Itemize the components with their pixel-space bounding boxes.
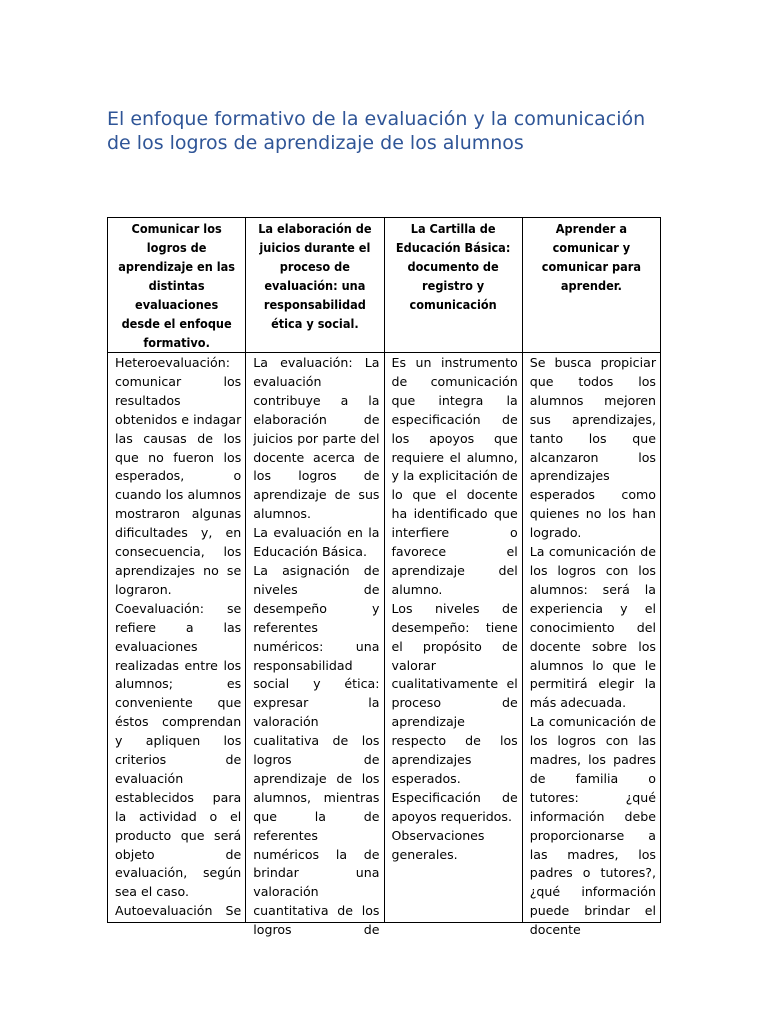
cell-paragraph: Se busca propiciar que todos los alumnos mejoren sus aprendizajes, tanto los que alcanzaron los aprendizajes esperados como quienes no los han logrado. <box>529 355 656 541</box>
cell-paragraph: Coevaluación: se refiere a las evaluaciones realizadas entre los alumnos; es conveniente que éstos comprendan y apliquen los criterios de evaluación establecidos para la actividad o el producto que será objeto de evaluación, según sea el caso. <box>115 600 242 900</box>
table-cell <box>246 353 384 938</box>
cell-paragraph: Los niveles de desempeño: tiene el propósito de valorar cualitativamente el proceso de aprendizaje respecto de los aprendizajes esperados. <box>391 600 518 786</box>
cell-paragraph: Observaciones generales. <box>391 827 485 862</box>
cell-paragraph: La asignación de niveles de desempeño y referentes numéricos: una responsabilidad social y ética: expresar la valoración cualitativa de los logros de aprendizaje de los alumnos, mientras que la de referentes numéricos la de brindar una valoración cuantitativa de los logros de <box>253 562 380 938</box>
cell-paragraph: Heteroevaluación: comunicar los resultados obtenidos e indagar las causas de los que no fueron los esperados, o cuando los alumnos mostraron algunas dificultades y, en consecuencia, los aprendizajes no se lograron. <box>115 355 242 597</box>
table-header-cell: La elaboración de juicios durante el proceso de evaluación: una responsabilidad ética y social. <box>246 218 384 353</box>
cell-content <box>392 354 518 922</box>
cell-paragraph: La evaluación en la Educación Básica. <box>253 525 380 560</box>
content-table <box>107 217 661 938</box>
table-header-cell: La Cartilla de Educación Básica: documento de registro y comunicación <box>384 218 522 353</box>
table-cell <box>522 353 660 938</box>
table-header-cell: Comunicar los logros de aprendizaje en las distintas evaluaciones desde el enfoque formativo. <box>108 218 246 353</box>
cell-paragraph: Especificación de apoyos requeridos. <box>391 789 518 824</box>
cell-paragraph: La comunicación de los logros con las madres, los padres de familia o tutores: ¿qué información debe proporcionarse a las madres, los padres o tutores?, ¿qué información puede brindar el docente <box>529 714 656 938</box>
cell-paragraph: La comunicación de los logros con los alumnos: será la experiencia y el conocimiento del docente sobre los alumnos lo que le permitirá elegir la más adecuada. <box>529 544 656 711</box>
cell-content <box>529 354 656 938</box>
cell-content <box>253 354 380 938</box>
table-cell <box>384 353 522 923</box>
cell-paragraph: La evaluación: La evaluación contribuye a la elaboración de juicios por parte del docente acerca de los logros de aprendizaje de sus alumnos. <box>253 355 380 522</box>
table-cell <box>108 353 246 923</box>
cell-content <box>115 354 241 922</box>
cell-paragraph: Autoevaluación Se <box>115 903 242 919</box>
table-row <box>108 353 661 923</box>
document-title: El enfoque formativo de la evaluación y la comunicación de los logros de aprendizaje de los alumnos <box>107 108 646 154</box>
table-header-cell: Aprender a comunicar y comunicar para aprender. <box>522 218 660 353</box>
table-header-row <box>108 218 661 353</box>
cell-paragraph: Es un instrumento de comunicación que integra la especificación de los apoyos que requiere el alumno, y la explicitación de lo que el docente ha identificado que interfiere o favorece el aprendizaje del alumno. <box>391 355 518 597</box>
